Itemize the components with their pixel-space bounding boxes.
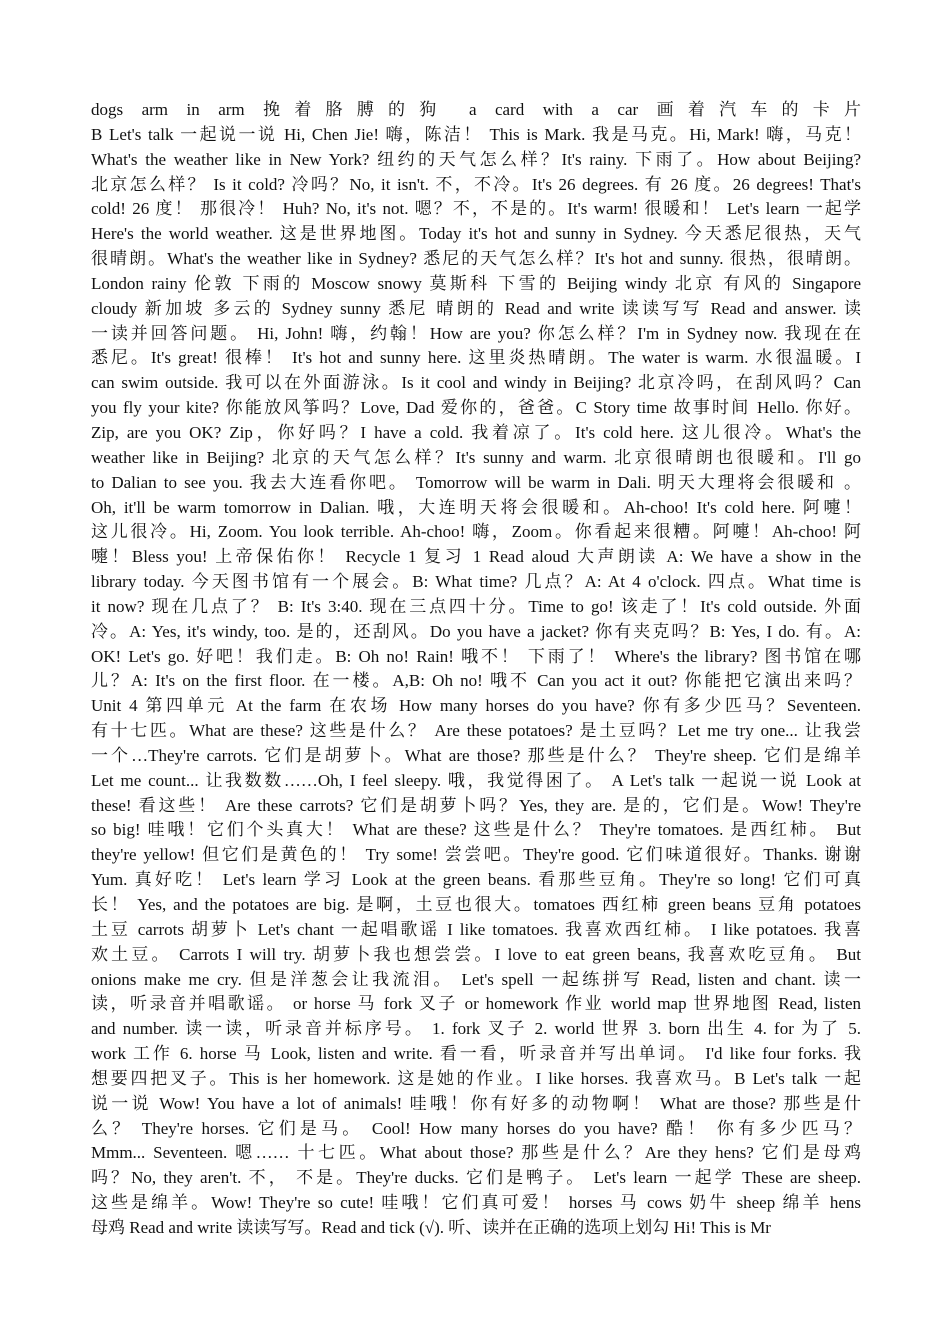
text-line: 一个…They're carrots. 它们是胡萝卜。What are those? 那些是什么？ They're sheep. 它们是绵羊 <box>91 745 861 765</box>
text-line: work 工作 6. horse 马 Look, listen and write. 看一看，听录音并写出单词。 I'd like four forks. 我 <box>91 1044 861 1064</box>
text-line: Let me count... 让我数数……Oh, I feel sleepy. 哦，我觉得困了。 A Let's talk 一起说一说 Look at <box>91 770 861 790</box>
text-line: it now? 现在几点了？ B: It's 3:40. 现在三点四十分。Time to go! 该走了！It's cold outside. 外面 <box>91 596 861 616</box>
text-line: they're yellow! 但它们是黄色的！ Try some! 尝尝吧。They're good. 它们味道很好。Thanks. 谢谢 <box>91 845 861 865</box>
text-line: 说一说 Wow! You have a lot of animals! 哇哦！你有好多的动物啊！ What are those? 那些是什 <box>91 1093 861 1113</box>
text-line: you fly your kite? 你能放风筝吗？Love, Dad 爱你的，爸爸。C Story time 故事时间 Hello. 你好。 <box>91 398 861 418</box>
text-line: Here's the world weather. 这是世界地图。Today it's hot and sunny in Sydney. 今天悉尼很热，天气 <box>91 224 861 244</box>
text-line: OK! Let's go. 好吧！我们走。B: Oh no! Rain! 哦不！ 下雨了！ Where's the library? 图书馆在哪 <box>91 646 861 666</box>
text-line: and number. 读一读，听录音并标序号。 1. fork 叉子 2. world 世界 3. born 出生 4. for 为了 5. <box>91 1019 861 1039</box>
text-line: Oh, it'll be warm tomorrow in Dalian. 哦，大连明天将会很暖和。Ah-choo! It's cold here. 阿嚏！ <box>91 497 861 517</box>
text-line: 嚏！Bless you! 上帝保佑你！ Recycle 1 复习 1 Read aloud 大声朗读 A: We have a show in the <box>91 547 861 567</box>
text-line: B Let's talk 一起说一说 Hi, Chen Jie! 嗨，陈洁！ This is Mark. 我是马克。Hi, Mark! 嗨，马克！ <box>91 124 861 144</box>
text-line: can swim outside. 我可以在外面游泳。Is it cool and windy in Beijing? 北京冷吗，在刮风吗？Can <box>91 373 861 393</box>
text-line: weather like in Beijing? 北京的天气怎么样？It's sunny and warm. 北京很晴朗也很暖和。I'll go <box>91 447 861 467</box>
text-line: 有十七匹。What are these? 这些是什么？ Are these potatoes? 是土豆吗？Let me try one... 让我尝 <box>91 721 861 741</box>
text-line: dogs arm in arm 挽着胳膊的狗 a card with a car 画着汽车的卡片 <box>91 100 861 119</box>
text-line: 读，听录音并唱歌谣。 or horse 马 fork 叉子 or homework 作业 world map 世界地图 Read, listen <box>91 994 861 1014</box>
text-line: Zip, are you OK? Zip，你好吗？I have a cold. 我着凉了。It's cold here. 这儿很冷。What's the <box>91 422 861 442</box>
text-line: London rainy 伦敦 下雨的 Moscow snowy 莫斯科 下雪的 Beijing windy 北京 有风的 Singapore <box>91 273 861 293</box>
text-line: Unit 4 第四单元 At the farm 在农场 How many horses do you have? 你有多少匹马？Seventeen. <box>91 696 861 716</box>
text-line: 悉尼。It's great! 很棒！ It's hot and sunny here. 这里炎热晴朗。The water is warm. 水很温暖。I <box>91 348 861 368</box>
text-line: 这些是绵羊。Wow! They're so cute! 哇哦！它们真可爱！ horses 马 cows 奶牛 sheep 绵羊 hens <box>91 1193 861 1213</box>
text-line: 很晴朗。What's the weather like in Sydney? 悉尼的天气怎么样？It's hot and sunny. 很热，很晴朗。 <box>91 249 861 269</box>
text-line: 北京怎么样？ Is it cold? 冷吗？No, it isn't. 不，不冷。It's 26 degrees. 有 26 度。26 degrees! That's <box>91 174 861 194</box>
text-line: 母鸡 Read and write 读读写写。Read and tick (√). 听、读并在正确的选项上划勾 Hi! This is Mr <box>91 1217 771 1237</box>
text-line: What's the weather like in New York? 纽约的天气怎么样？It's rainy. 下雨了。How about Beijing? <box>91 149 861 169</box>
text-line: 吗？No, they aren't. 不， 不是。They're ducks. 它们是鸭子。 Let's learn 一起学 These are sheep. <box>91 1168 861 1188</box>
text-line: Mmm... Seventeen. 嗯…… 十七匹。What about those? 那些是什么？Are they hens? 它们是母鸡 <box>91 1143 861 1163</box>
text-line: cold! 26 度！ 那很冷！ Huh? No, it's not. 嗯？不，不是的。It's warm! 很暖和！ Let's learn 一起学 <box>91 199 861 219</box>
text-line: 长！ Yes, and the potatoes are big. 是啊，土豆也很大。tomatoes 西红柿 green beans 豆角 potatoes <box>91 895 861 914</box>
text-line: so big! 哇哦！它们个头真大！ What are these? 这些是什么？ They're tomatoes. 是西红柿。 But <box>91 820 861 840</box>
text-line: 一读并回答问题。 Hi, John! 嗨，约翰！How are you? 你怎么样？I'm in Sydney now. 我现在在 <box>91 323 861 343</box>
text-line: to Dalian to see you. 我去大连看你吧。 Tomorrow will be warm in Dali. 明天大理将会很暖和 。 <box>91 472 861 492</box>
text-line: these! 看这些！ Are these carrots? 它们是胡萝卜吗？Yes, they are. 是的，它们是。Wow! They're <box>91 795 861 815</box>
text-line: 么？ They're horses. 它们是马。 Cool! How many horses do you have? 酷！ 你有多少匹马？ <box>91 1118 861 1138</box>
text-line: 冷。A: Yes, it's windy, too. 是的，还刮风。Do you have a jacket? 你有夹克吗？B: Yes, I do. 有。A: <box>91 621 861 641</box>
text-line: onions make me cry. 但是洋葱会让我流泪。 Let's spell 一起练拼写 Read, listen and chant. 读一 <box>91 969 861 989</box>
text-line: library today. 今天图书馆有一个展会。B: What time? 几点？A: At 4 o'clock. 四点。What time is <box>91 572 861 592</box>
text-line: 这儿很冷。Hi, Zoom. You look terrible. Ah-choo! 嗨，Zoom。你看起来很糟。阿嚏！Ah-choo! 阿 <box>91 522 861 542</box>
text-line: 土豆 carrots 胡萝卜 Let's chant 一起唱歌谣 I like tomatoes. 我喜欢西红柿。 I like potatoes. 我喜 <box>91 919 861 939</box>
document-body <box>91 98 861 1241</box>
text-line: 想要四把叉子。This is her homework. 这是她的作业。I like horses. 我喜欢马。B Let's talk 一起 <box>91 1068 861 1088</box>
text-line: cloudy 新加坡 多云的 Sydney sunny 悉尼 晴朗的 Read and write 读读写写 Read and answer. 读 <box>91 298 861 318</box>
text-line: Yum. 真好吃！ Let's learn 学习 Look at the green beans. 看那些豆角。They're so long! 它们可真 <box>91 870 861 890</box>
text-line: 欢土豆。 Carrots I will try. 胡萝卜我也想尝尝。I love to eat green beans, 我喜欢吃豆角。 But <box>91 944 861 964</box>
text-line: 儿？A: It's on the first floor. 在一楼。A,B: Oh no! 哦不 Can you act it out? 你能把它演出来吗？ <box>91 671 861 691</box>
